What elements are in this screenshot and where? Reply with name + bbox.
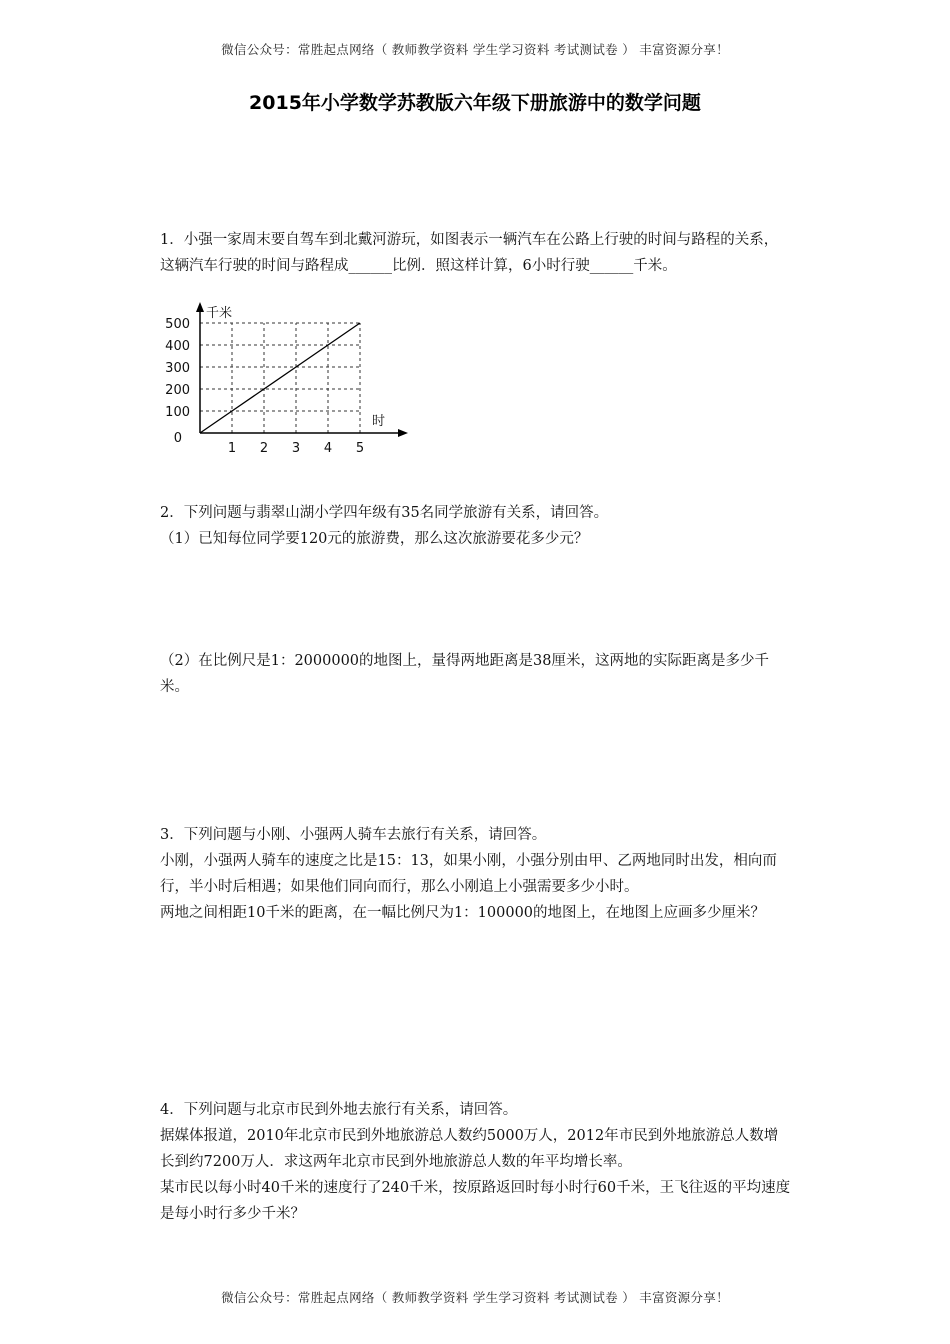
x-tick-label: 1: [227, 441, 237, 456]
distance-time-chart: [155, 300, 415, 460]
page-footer: 微信公众号：常胜起点网络（ 教师教学资料 学生学习资料 考试测试卷 ） 丰富资源分享！: [221, 1290, 729, 1305]
x-tick-label: 3: [291, 441, 301, 456]
question-2: [160, 500, 792, 552]
question-2-part-1: （1）已知每位同学要120元的旅游费，那么这次旅游要花多少元？: [160, 531, 589, 547]
question-2-part-2-block: [160, 648, 792, 700]
question-3: [160, 822, 792, 926]
x-tick-label: 2: [259, 441, 269, 456]
question-4-body-2: 某市民以每小时40千米的速度行了240千米，按原路返回时每小时行60千米，王飞往返的平均速度是每小时行多少千米？: [160, 1180, 791, 1222]
question-4-intro: 4．下列问题与北京市民到外地去旅行有关系，请回答。: [160, 1102, 518, 1118]
y-tick-label: 500: [165, 317, 190, 332]
question-4: [160, 1097, 792, 1227]
y-tick-label: 100: [165, 405, 190, 420]
question-3-body-2: 两地之间相距10千米的距离，在一幅比例尺为1：100000的地图上，在地图上应画多少厘米？: [160, 905, 766, 921]
question-3-intro: 3．下列问题与小刚、小强两人骑车去旅行有关系，请回答。: [160, 827, 547, 843]
page-title: 2015年小学数学苏教版六年级下册旅游中的数学问题: [249, 92, 701, 114]
page-header: 微信公众号：常胜起点网络（ 教师教学资料 学生学习资料 考试测试卷 ） 丰富资源分享！: [221, 42, 729, 57]
x-tick-label: 5: [355, 441, 365, 456]
y-tick-label: 300: [165, 361, 190, 376]
origin-label: 0: [173, 431, 182, 446]
series-line: [200, 323, 360, 433]
question-2-intro: 2．下列问题与翡翠山湖小学四年级有35名同学旅游有关系，请回答。: [160, 505, 609, 521]
y-axis-arrow: [196, 302, 204, 312]
x-tick-label: 4: [323, 441, 333, 456]
question-2-part-2: （2）在比例尺是1：2000000的地图上，量得两地距离是38厘米，这两地的实际距离是多少千米。: [160, 653, 769, 695]
y-tick-label: 400: [165, 339, 190, 354]
question-4-body-1: 据媒体报道，2010年北京市民到外地旅游总人数约5000万人，2012年市民到外地旅游总人数增长到约7200万人．求这两年北京市民到外地旅游总人数的年平均增长率。: [160, 1128, 779, 1170]
x-axis-label: 时: [372, 414, 386, 429]
question-1-text: 1．小强一家周末要自驾车到北戴河游玩，如图表示一辆汽车在公路上行驶的时间与路程的关系，这辆汽车行驶的时间与路程成______比例．照这样计算，6小时行驶______千米。: [160, 232, 779, 274]
y-axis-label: 千米: [206, 306, 233, 321]
x-axis-arrow: [398, 429, 408, 437]
question-3-body-1: 小刚，小强两人骑车的速度之比是15：13，如果小刚，小强分别由甲、乙两地同时出发，相向而行，半小时后相遇；如果他们同向而行，那么小刚追上小强需要多少小时。: [160, 853, 777, 895]
y-tick-label: 200: [165, 383, 190, 398]
chart-series: [200, 323, 360, 433]
question-1: [160, 227, 792, 279]
